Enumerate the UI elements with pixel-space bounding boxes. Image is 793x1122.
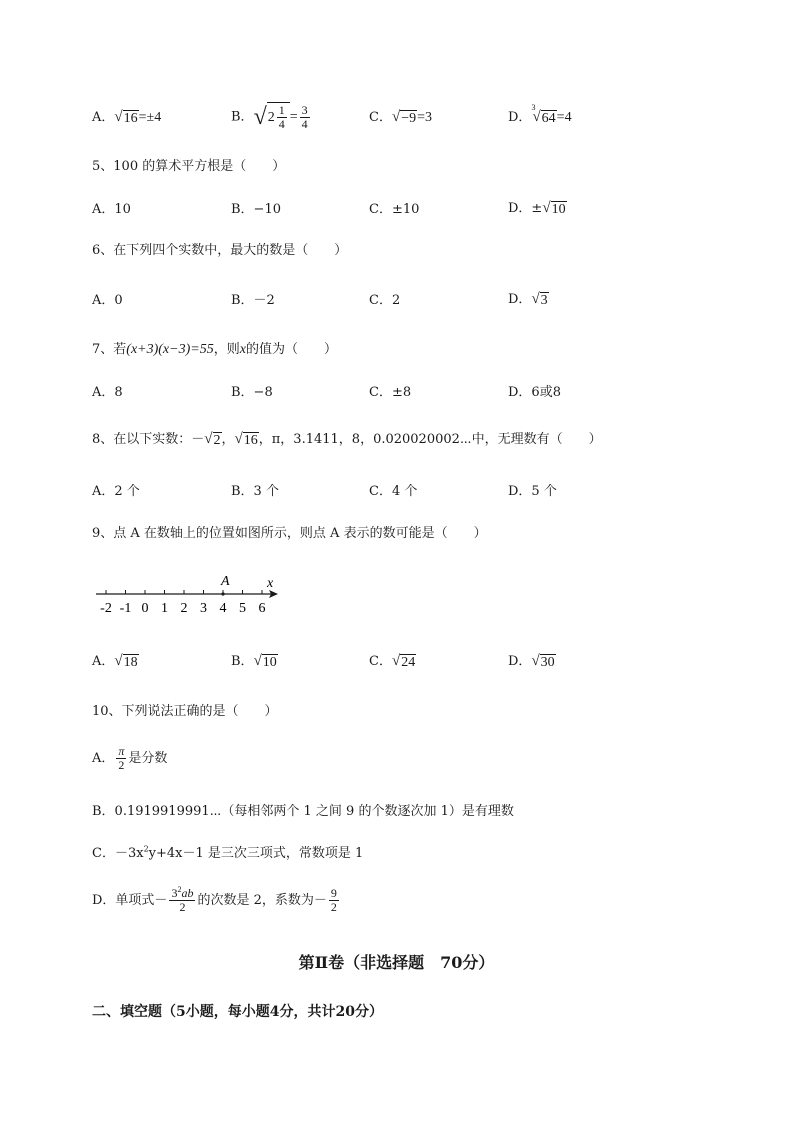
q5-option-d: D．± √ 10 <box>508 200 566 217</box>
q8-option-c: C．4 个 <box>369 484 418 499</box>
q5-stem: 5、100 的算术平方根是（ ） <box>92 159 286 174</box>
q4-option-a: A． √ 16 =±4 <box>92 109 162 126</box>
number-line-tick-label: 2 <box>180 601 188 616</box>
number-line-figure <box>92 570 292 620</box>
number-line-tick-label: -2 <box>100 601 112 616</box>
q7-option-b: B．−8 <box>231 385 273 400</box>
q7-option-d: D．6或8 <box>508 385 561 400</box>
q4-option-c: C． √ −9 =3 <box>369 109 432 126</box>
q8-option-b: B．3 个 <box>231 484 279 499</box>
q9-option-b: B． √ 10 <box>231 653 277 670</box>
q6-option-c: C．2 <box>369 293 401 308</box>
q6-option-d: D． √ 3 <box>508 291 548 308</box>
q7-option-c: C．±8 <box>369 385 412 400</box>
q6-option-a: A．0 <box>92 293 123 308</box>
q9-option-c: C． √ 24 <box>369 653 416 670</box>
q8-option-a: A．2 个 <box>92 484 140 499</box>
q7-stem: 7、若(x+3)(x−3)=55，则x的值为（ ） <box>92 342 337 357</box>
point-a-marker <box>221 592 224 595</box>
q8-stem: 8、在以下实数：－ √ 2 ， √ 16 ，π，3.1411，8，0.020020002⋯中，无理数有（ ） <box>92 431 602 448</box>
q10-stem: 10、下列说法正确的是（ ） <box>92 704 278 719</box>
number-line-tick-label: 6 <box>258 601 266 616</box>
q4-option-b: B． √ 2 $\frac{1}{4}$ = $\frac{3}{4}$ <box>231 100 312 134</box>
q9-option-d: D． √ 30 <box>508 653 555 670</box>
number-line-tick-label: 1 <box>161 601 168 616</box>
section-two-title: 二、填空题（5小题，每小题4分，共计20分） <box>92 1004 383 1020</box>
q9-stem: 9、点 A 在数轴上的位置如图所示，则点 A 表示的数可能是（ ） <box>92 526 487 541</box>
number-line-tick-label: 0 <box>141 601 149 616</box>
point-a-label: A <box>221 574 230 589</box>
q4-option-d: D． 3 √ 64 =4 <box>508 103 572 126</box>
q5-option-c: C．±10 <box>369 202 420 217</box>
number-line-tick-label: 5 <box>239 601 246 616</box>
number-line-tick-label: 3 <box>200 601 207 616</box>
q5-option-b: B．−10 <box>231 202 281 217</box>
q10-option-b: B．0.1919919991⋯（每相邻两个 1 之间 9 的个数逐次加 1）是有理数 <box>92 804 514 819</box>
q5-option-a: A．10 <box>92 202 131 217</box>
q10-option-c: C．$-3x^2y+4x-1$ 是三次三项式，常数项是 1 <box>92 844 364 861</box>
q7-option-a: A．8 <box>92 385 123 400</box>
part-two-heading: 第Ⅱ卷（非选择题 70分） <box>298 953 495 972</box>
q8-option-d: D．5 个 <box>508 484 557 499</box>
q6-option-b: B．－2 <box>231 293 275 308</box>
q10-option-d: D．单项式－ $\frac{3^2ab}{2}$ 的次数是 2，系数为－ $\frac{9}{2}$ <box>92 885 337 914</box>
axis-variable-label: x <box>267 576 274 591</box>
q9-option-a: A． √ 18 <box>92 653 138 670</box>
number-line-tick-label: -1 <box>119 601 132 616</box>
number-line-tick-label: 4 <box>219 601 227 616</box>
q10-option-a: A． $\frac{\pi}{2}$ 是分数 <box>92 744 168 772</box>
q6-stem: 6、在下列四个实数中，最大的数是（ ） <box>92 243 348 258</box>
